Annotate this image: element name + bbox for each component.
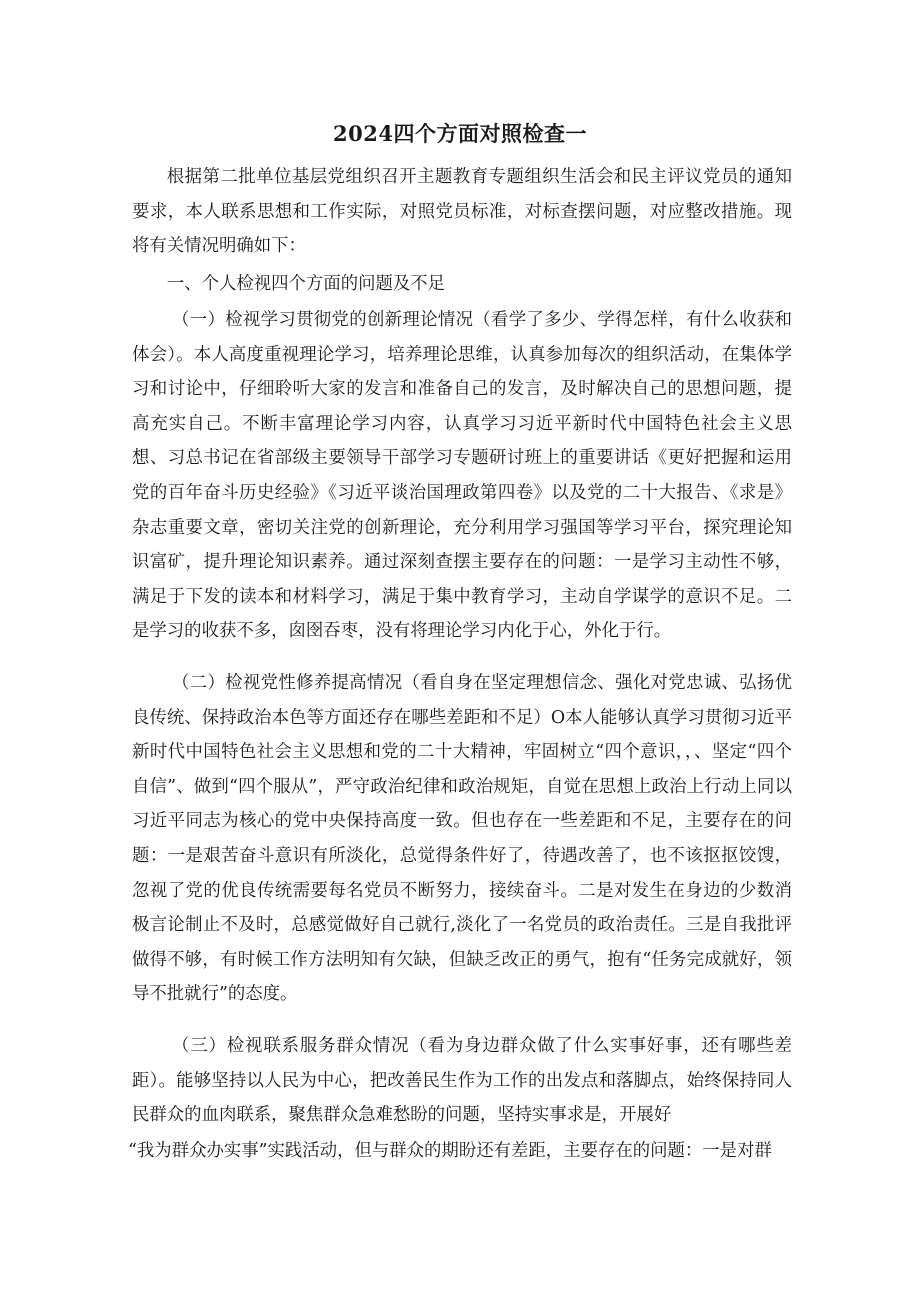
section-heading: 一、个人检视四个方面的问题及不足 <box>166 274 446 294</box>
paragraph-party-spirit: （二）检视党性修养提高情况（看自身在坚定理想信念、强化对党忠诚、弘扬优良传统、保持政治本色等方面还存在哪些差距和不足）O本人能够认真学习贯彻习近平新时代中国特色社会主义思想和党的二十大精神，牢固树立“四个意识，，、坚定“四个自信”、做到“四个服从”，严守政治纪律和政治规矩，自觉在思想上政治上行动上同以习近平同志为核心的党中央保持高度一致。但也存在一些差距和不足，主要存在的问题：一是艰苦奋斗意识有所淡化，总觉得条件好了，待遇改善了，也不该抠抠饺馊，忽视了党的优良传统需要每名党员不断努力，接续奋斗。二是对发生在身边的少数消极言论制止不及时，总感觉做好自己就行,淡化了一名党员的政治责任。三是自我批评做得不够，有时候工作方法明知有欠缺，但缺乏改正的勇气，抱有“任务完成就好，领导不批就行”的态度。 <box>132 673 792 1005</box>
paragraph-serve-masses-continued: “我为群众办实事”实践活动，但与群众的期盼还有差距，主要存在的问题：一是对群 <box>128 1141 772 1161</box>
document-title: 2024四个方面对照检查一 <box>333 121 587 146</box>
intro-paragraph: 根据第二批单位基层党组织召开主题教育专题组织生活会和民主评议党员的通知要求，本人联系思想和工作实际，对照党员标准，对标查摆问题，对应整改措施。现将有关情况明确如下： <box>132 167 792 257</box>
paragraph-serve-masses: （三）检视联系服务群众情况（看为身边群众做了什么实事好事，还有哪些差距）。能够坚持以人民为中心，把改善民生作为工作的出发点和落脚点，始终保持同人民群众的血肉联系，聚焦群众急难愁盼的问题，坚持实事求是，开展好 <box>132 1036 792 1126</box>
paragraph-study-theory: （一）检视学习贯彻党的创新理论情况（看学了多少、学得怎样，有什么收获和体会）。本人高度重视理论学习，培养理论思维，认真参加每次的组织活动，在集体学习和讨论中，仔细聆听大家的发言和准备自己的发言，及时解决自己的思想问题，提高充实自己。不断丰富理论学习内容，认真学习习近平新时代中国特色社会主义思想、习总书记在省部级主要领导干部学习专题研讨班上的重要讲话《更好把握和运用党的百年奋斗历史经验》《习近平谈治国理政第四卷》以及党的二十大报告、《求是》杂志重要文章，密切关注党的创新理论，充分利用学习强国等学习平台，探究理论知识富矿，提升理论知识素养。通过深刻查摆主要存在的问题：一是学习主动性不够，满足于下发的读本和材料学习，满足于集中教育学习，主动自学谋学的意识不足。二是学习的收获不多，囱囹吞枣，没有将理论学习内化于心，外化于行。 <box>132 310 792 642</box>
